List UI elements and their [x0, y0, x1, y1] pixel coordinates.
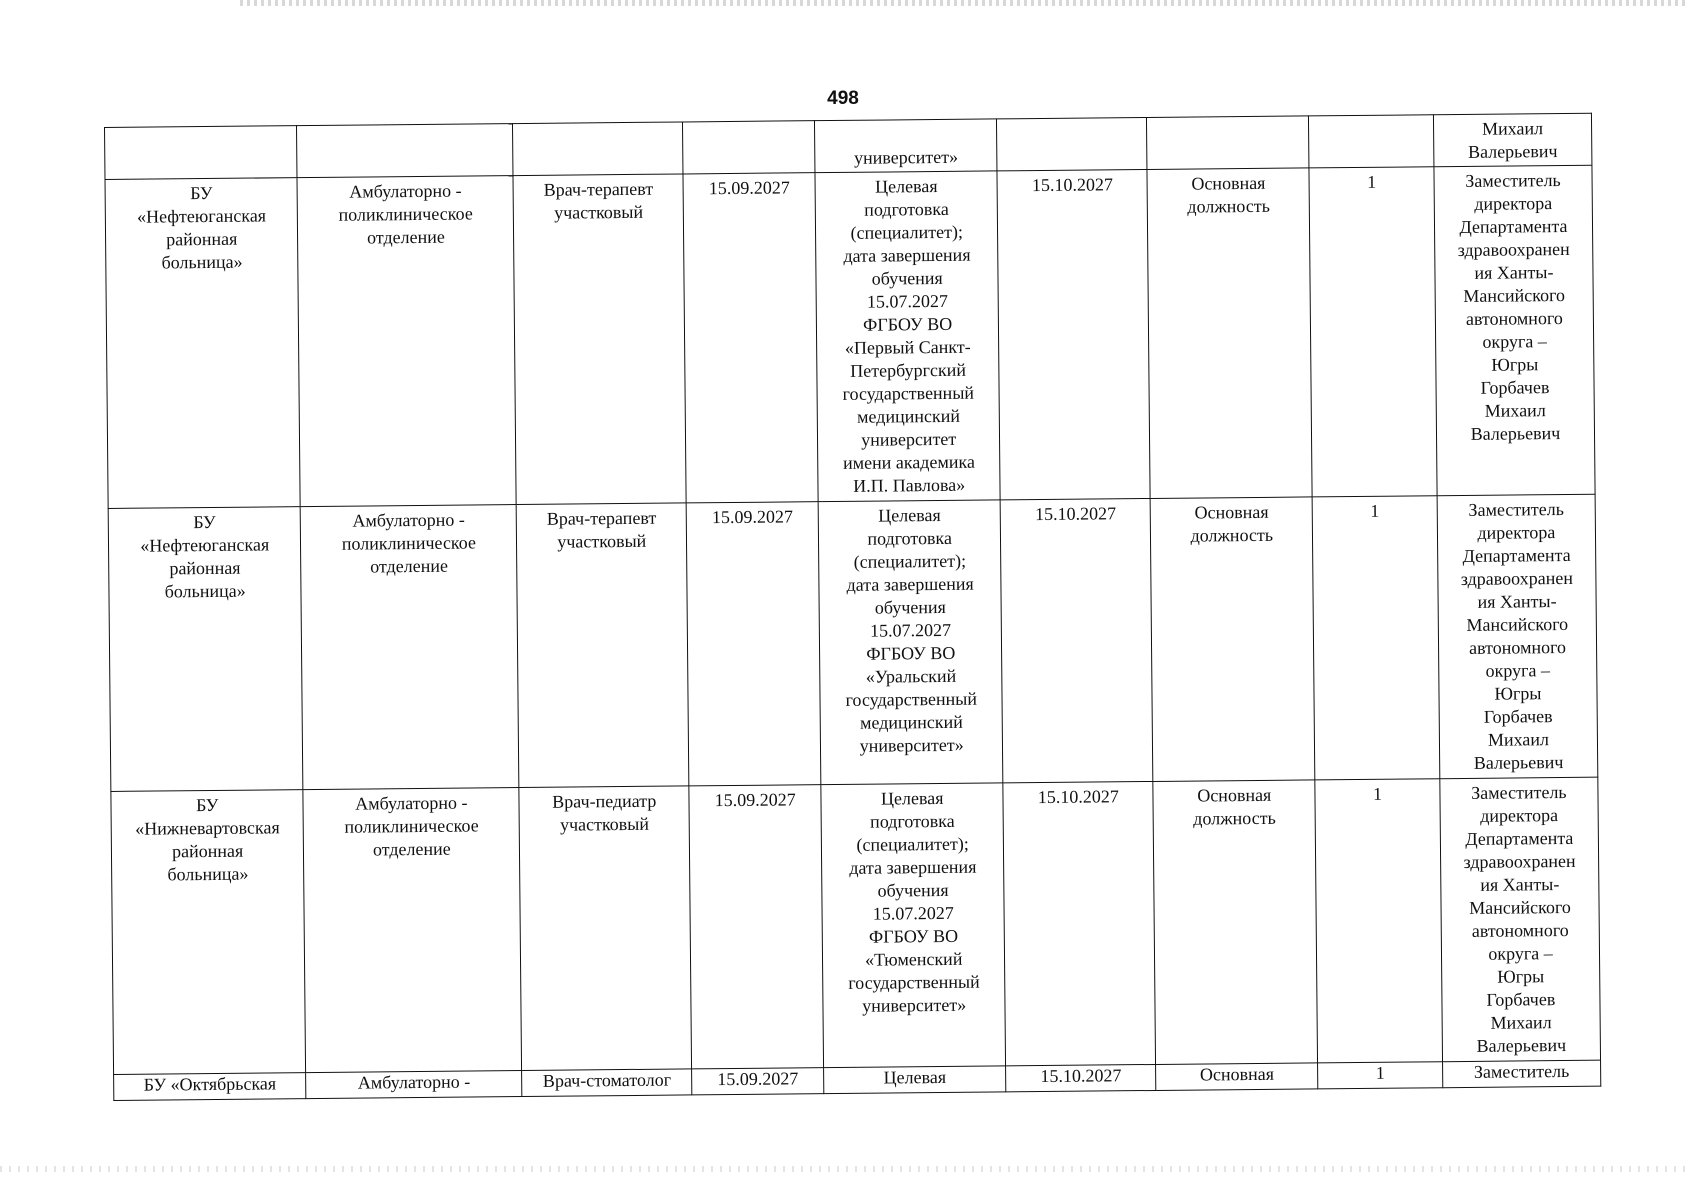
cell-line: (специалитет); [856, 833, 969, 855]
employment-cell [1147, 116, 1310, 170]
organization-cell [105, 178, 301, 509]
cell-line: Михаил [1490, 1012, 1552, 1033]
department-cell [297, 124, 513, 178]
cell-line: БУ [193, 511, 216, 533]
cell-line: (специалитет); [850, 221, 964, 243]
cell-line: округа – [1485, 660, 1551, 681]
employment-cell: Основная [1156, 1063, 1318, 1091]
cell-line: Заместитель [1471, 781, 1567, 803]
cell-line: Целевая [878, 504, 941, 526]
count-cell: 1 [1309, 167, 1437, 497]
training-cell [815, 119, 998, 173]
cell-line: 15.07.2027 [866, 290, 949, 312]
cell-line: Мансийского [1469, 896, 1571, 918]
cell-line: БУ [190, 182, 213, 204]
date-start-cell: 15.09.2027 [689, 785, 823, 1069]
cell-line: больница» [164, 580, 246, 602]
organization-cell [111, 790, 306, 1075]
cell-line: Михаил [1481, 118, 1544, 139]
cell-line: участковый [559, 813, 650, 835]
cell-line: «Первый Санкт- [844, 336, 971, 358]
cell-line: Основная [1194, 501, 1269, 523]
table-row [105, 165, 1595, 508]
cell-line: медицинский [859, 711, 963, 733]
training-cell [818, 500, 1003, 785]
training-cell [821, 783, 1006, 1068]
cell-line: здравоохранен [1457, 238, 1570, 261]
cell-line: участковый [557, 530, 647, 552]
vacancies-table [104, 113, 1601, 1101]
organization-cell [108, 507, 303, 792]
department-cell [303, 788, 521, 1073]
cell-line: директора [1480, 805, 1559, 826]
scan-edge-bottom [0, 1166, 1686, 1172]
count-cell [1309, 115, 1434, 168]
cell-line: Амбулаторно - [349, 180, 462, 202]
position-cell [513, 122, 684, 176]
cell-line: больница» [161, 251, 243, 273]
organization-cell: БУ «Октябрьская [114, 1073, 307, 1101]
cell-line: районная [169, 557, 241, 579]
cell-line: университет» [859, 734, 964, 756]
cell-line: автономного [1471, 919, 1569, 941]
organization-cell [105, 126, 298, 180]
cell-line: округа – [1482, 331, 1547, 352]
cell-line: поликлиническое [341, 532, 477, 554]
cell-line: здравоохранен [1460, 567, 1574, 589]
date-end-cell [997, 117, 1147, 170]
cell-line: обучения [871, 267, 943, 289]
cell-line: государственный [848, 971, 980, 993]
cell-line: ФГБОУ ВО [866, 642, 956, 664]
employment-cell [1153, 780, 1318, 1065]
cell-line: Департамента [1459, 215, 1568, 237]
cell-line: государственный [845, 688, 978, 710]
date-end-cell: 15.10.2027 [1006, 1064, 1156, 1091]
date-start-cell [683, 121, 815, 174]
cell-line: Врач-терапевт [543, 178, 654, 200]
cell-line: отделение [370, 555, 449, 577]
employment-cell [1150, 497, 1315, 782]
cell-line: больница» [167, 863, 249, 885]
cell-line: Основная [1197, 784, 1272, 806]
department-cell [301, 505, 519, 790]
cell-line: Целевая [874, 176, 938, 197]
document-page [104, 113, 1601, 1101]
cell-line: директора [1474, 193, 1553, 214]
signatory-cell [1433, 113, 1592, 167]
cell-line: дата завершения [849, 856, 977, 878]
date-start-cell: 15.09.2027 [692, 1068, 824, 1095]
cell-line: здравоохранен [1463, 850, 1576, 872]
cell-line: округа – [1488, 943, 1553, 964]
cell-line: Врач-педиатр [552, 790, 657, 812]
cell-line: Амбулаторно - [355, 792, 468, 814]
cell-line: «Нефтеюганская [140, 534, 270, 556]
cell-line: ия Ханты- [1477, 591, 1557, 612]
cell-line: поликлиническое [344, 815, 479, 837]
cell-line: ия Ханты- [1474, 262, 1554, 283]
cell-line: должность [1193, 807, 1276, 829]
cell-line: «Уральский [865, 665, 957, 687]
position-cell: Врач-стоматолог [522, 1069, 692, 1097]
cell-line: университет [861, 428, 957, 450]
scan-edge-top [240, 0, 1686, 6]
count-cell: 1 [1315, 779, 1442, 1063]
cell-line: Югры [1497, 966, 1545, 987]
cell-line: ФГБОУ ВО [868, 925, 959, 947]
cell-line: Валерьевич [1473, 752, 1564, 773]
cell-line: Валерьевич [1476, 1035, 1567, 1056]
cell-line: ия Ханты- [1480, 874, 1560, 895]
cell-line: БУ [195, 794, 219, 816]
cell-line: Департамента [1465, 827, 1574, 849]
cell-line: И.П. Павлова» [853, 474, 966, 496]
cell-line: Горбачев [1483, 706, 1553, 727]
cell-line: директора [1477, 522, 1556, 543]
date-end-cell: 15.10.2027 [997, 169, 1150, 499]
cell-line: 15.07.2027 [869, 619, 952, 641]
cell-line: Амбулаторно - [352, 509, 465, 531]
cell-line: Мансийского [1463, 284, 1566, 306]
employment-cell [1147, 168, 1312, 499]
department-cell [297, 176, 516, 507]
cell-line: районная [166, 228, 238, 250]
table-row [111, 777, 1601, 1074]
cell-line: подготовка [864, 198, 949, 220]
department-cell: Амбулаторно - [306, 1071, 522, 1099]
cell-line: университет» [853, 146, 959, 168]
cell-line: должность [1190, 524, 1274, 546]
cell-line: Югры [1494, 683, 1542, 704]
cell-line: автономного [1465, 308, 1563, 329]
cell-line: должность [1187, 195, 1270, 217]
cell-line: Заместитель [1465, 170, 1561, 191]
cell-line: подготовка [870, 810, 955, 832]
date-start-cell: 15.09.2027 [687, 502, 821, 786]
cell-line: «Тюменский [864, 948, 963, 970]
position-cell [519, 786, 692, 1071]
cell-line: медицинский [857, 405, 961, 427]
cell-line: обучения [874, 596, 946, 618]
cell-line: Целевая [880, 787, 944, 809]
cell-line: (специалитет); [853, 550, 967, 572]
cell-line: ФГБОУ ВО [863, 313, 953, 335]
cell-line: Югры [1491, 354, 1539, 375]
cell-line: Горбачев [1486, 989, 1556, 1010]
cell-line: отделение [372, 838, 451, 860]
cell-line: Михаил [1484, 400, 1546, 421]
signatory-cell: Заместитель [1442, 1060, 1600, 1088]
cell-line: Михаил [1487, 729, 1550, 750]
cell-line: Петербургский [850, 359, 967, 381]
position-cell [516, 503, 689, 788]
cell-line: подготовка [867, 527, 953, 549]
position-cell [513, 174, 686, 505]
cell-line: районная [172, 840, 244, 862]
cell-line: 15.07.2027 [872, 902, 954, 924]
cell-line: «Нижневартовская [135, 817, 280, 839]
cell-line: обучения [877, 879, 949, 901]
cell-line: Врач-терапевт [546, 507, 657, 529]
table-row [108, 494, 1598, 791]
cell-line: отделение [366, 226, 445, 248]
date-start-cell: 15.09.2027 [683, 173, 818, 503]
cell-line: участковый [554, 201, 644, 223]
cell-line: поликлиническое [338, 203, 473, 225]
cell-line: Заместитель [1468, 499, 1564, 520]
cell-line: Основная [1191, 172, 1266, 194]
signatory-cell [1440, 777, 1601, 1062]
signatory-cell [1437, 494, 1598, 779]
count-cell: 1 [1312, 496, 1439, 780]
cell-line: Мансийского [1466, 613, 1569, 635]
cell-line: «Нефтеюганская [137, 205, 267, 227]
cell-line: дата завершения [846, 573, 974, 595]
training-cell [815, 171, 1000, 502]
count-cell: 1 [1318, 1062, 1443, 1089]
cell-line: Валерьевич [1467, 141, 1558, 162]
cell-line: государственный [842, 382, 975, 404]
page-number: 498 [827, 88, 859, 109]
training-cell: Целевая [824, 1066, 1007, 1094]
date-end-cell: 15.10.2027 [1000, 498, 1153, 782]
cell-line: Валерьевич [1470, 423, 1561, 444]
signatory-cell [1434, 165, 1595, 496]
date-end-cell: 15.10.2027 [1003, 781, 1156, 1065]
cell-line: автономного [1468, 636, 1567, 658]
cell-line: университет» [862, 994, 967, 1016]
cell-line: дата завершения [843, 244, 971, 266]
cell-line: имени академика [842, 451, 975, 473]
cell-line: Горбачев [1480, 377, 1550, 398]
cell-line: Департамента [1462, 544, 1571, 566]
